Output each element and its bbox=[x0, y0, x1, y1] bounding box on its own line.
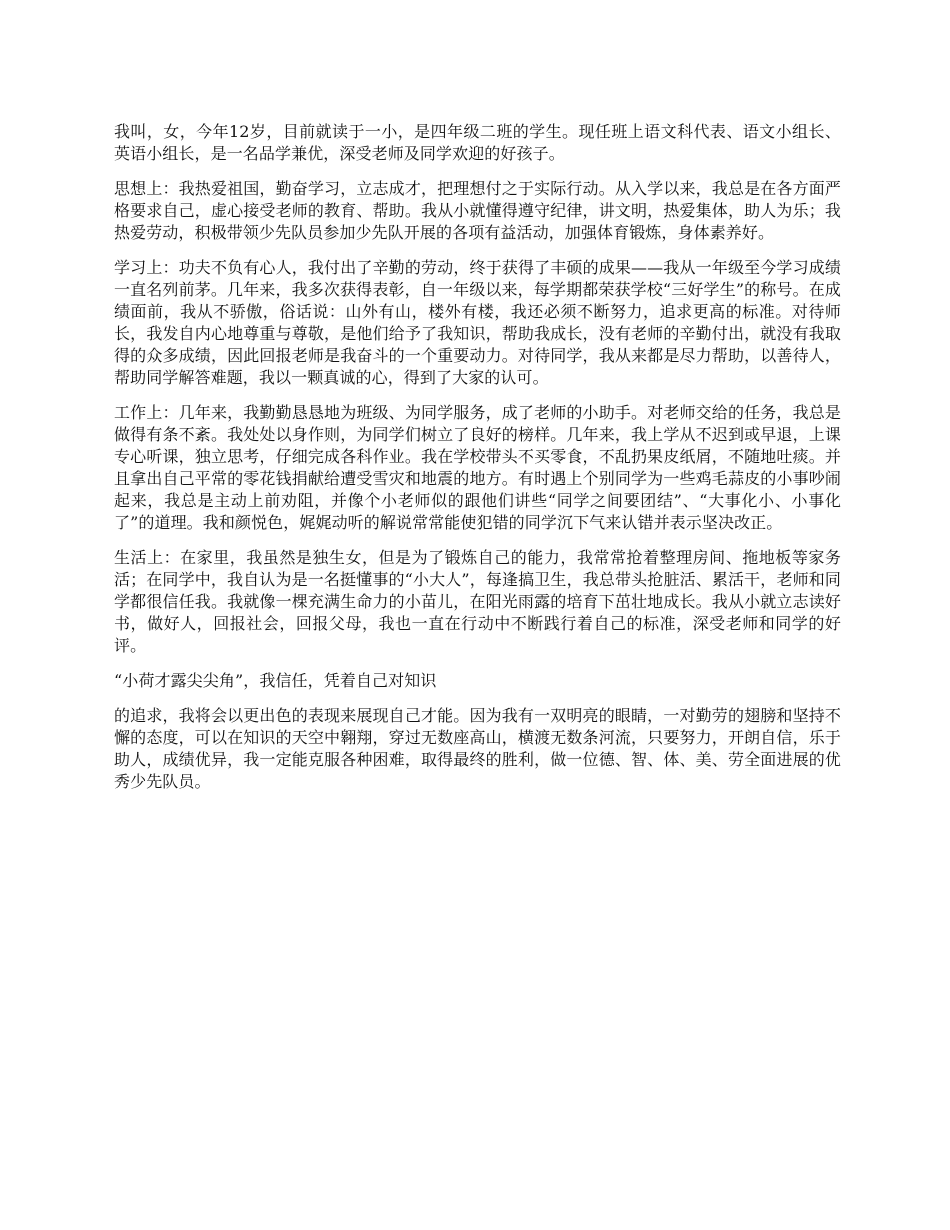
paragraph-life: 生活上：在家里，我虽然是独生女，但是为了锻炼自己的能力，我常常抢着整理房间、拖地板等家务活；在同学中，我自认为是一名挺懂事的“小大人”，每逢搞卫生，我总带头抢脏活、累活干，老师和同学都很信任我。我就像一棵充满生命力的小苗儿，在阳光雨露的培育下茁壮地成长。我从小就立志读好书，做好人，回报社会，回报父母，我也一直在行动中不断践行着自己的标准，深受老师和同学的好评。 bbox=[114, 548, 841, 655]
paragraph-study: 学习上：功夫不负有心人，我付出了辛勤的劳动，终于获得了丰硕的成果——我从一年级至今学习成绩一直名列前茅。几年来，我多次获得表彰，自一年级以来，每学期都荣获学校“三好学生”的称号。在成绩面前，我从不骄傲，俗话说：山外有山，楼外有楼，我还必须不断努力，追求更高的标准。对待师长，我发自内心地尊重与尊敬，是他们给予了我知识，帮助我成长，没有老师的辛勤付出，就没有我取得的众多成绩，因此回报老师是我奋斗的一个重要动力。对待同学，我从来都是尽力帮助，以善待人，帮助同学解答难题，我以一颗真诚的心，得到了大家的认可。 bbox=[114, 258, 841, 387]
document-body bbox=[114, 121, 841, 806]
paragraph-conclusion: 的追求，我将会以更出色的表现来展现自己才能。因为我有一双明亮的眼睛，一对勤劳的翅膀和坚持不懈的态度，可以在知识的天空中翱翔，穿过无数座高山，横渡无数条河流，只要努力，开朗自信，乐于助人，成绩优异，我一定能克服各种困难，取得最终的胜利，做一位德、智、体、美、劳全面进展的优秀少先队员。 bbox=[114, 706, 841, 791]
paragraph-work: 工作上：几年来，我勤勤恳恳地为班级、为同学服务，成了老师的小助手。对老师交给的任务，我总是做得有条不紊。我处处以身作则，为同学们树立了良好的榜样。几年来，我上学从不迟到或早退，上课专心听课，独立思考，仔细完成各科作业。我在学校带头不买零食，不乱扔果皮纸屑，不随地吐痰。并且拿出自己平常的零花钱捐献给遭受雪灾和地震的地方。有时遇上个别同学为一些鸡毛蒜皮的小事吵闹起来，我总是主动上前劝阻，并像个小老师似的跟他们讲些“同学之间要团结”、“大事化小、小事化了”的道理。我和颜悦色，娓娓动听的解说常常能使犯错的同学沉下气来认错并表示坚决改正。 bbox=[114, 403, 841, 532]
paragraph-intro: 我叫，女，今年12岁，目前就读于一小，是四年级二班的学生。现任班上语文科代表、语文小组长、英语小组长，是一名品学兼优，深受老师及同学欢迎的好孩子。 bbox=[114, 122, 841, 163]
paragraph-thought: 思想上：我热爱祖国，勤奋学习，立志成才，把理想付之于实际行动。从入学以来，我总是在各方面严格要求自己，虚心接受老师的教育、帮助。我从小就懂得遵守纪律，讲文明，热爱集体，助人为乐；我热爱劳动，积极带领少先队员参加少先队开展的各项有益活动，加强体育锻炼，身体素养好。 bbox=[114, 179, 841, 242]
paragraph-quote: “小荷才露尖尖角”，我信任，凭着自己对知识 bbox=[114, 671, 437, 690]
